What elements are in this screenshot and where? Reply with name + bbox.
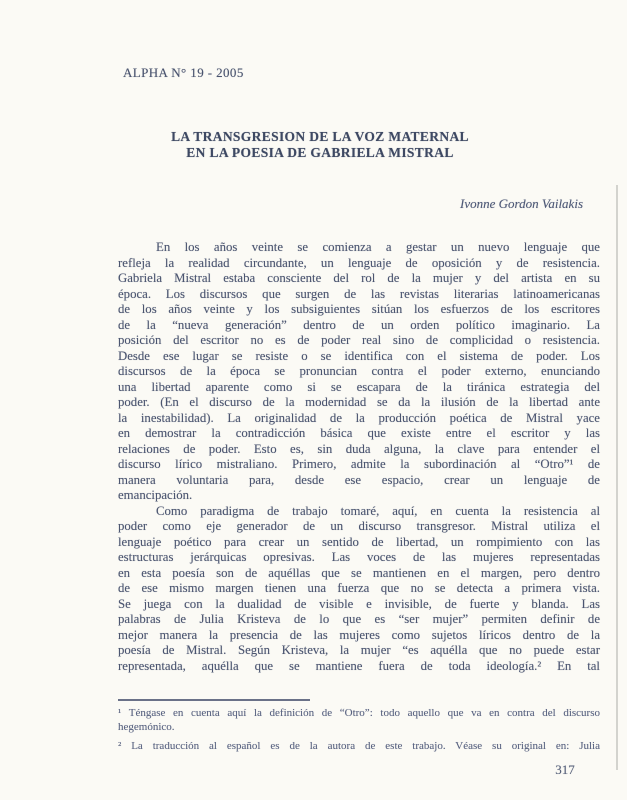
body-line: poder. (En el discurso de la modernidad se da la ilusión de la libertad ante <box>118 395 600 409</box>
body-line: representada, aquélla que se mantiene fuera de toda ideología.² En tal <box>118 658 600 673</box>
article-title-line2: EN LA POESIA DE GABRIELA MISTRAL <box>186 144 454 160</box>
footnote-separator-rule <box>118 699 310 701</box>
article-body <box>118 240 600 674</box>
body-line: Desde ese lugar se resiste o se identifica con el sistema de poder. Los <box>118 348 600 363</box>
body-line: refleja la realidad circundante, un lenguaje de oposición y de resistencia. <box>118 255 600 270</box>
body-line: relaciones de poder. Esto es, sin duda alguna, la clave para entender el <box>118 441 600 456</box>
body-line: posición del escritor no es de poder real sino de complicidad o resistencia. <box>118 333 600 347</box>
body-line: discurso lírico mistraliano. Primero, admite la subordinación al “Otro”¹ de <box>118 457 600 471</box>
footnote-line: hegemónico. <box>118 720 175 733</box>
scan-edge-shadow <box>616 185 618 770</box>
author-name: Ivonne Gordon Vailakis <box>460 196 583 211</box>
body-line: En los años veinte se comienza a gestar un nuevo lenguaje que <box>156 240 600 254</box>
body-line: de la “nueva generación” dentro de un orden político imaginario. La <box>118 317 600 332</box>
body-line: poesía de Mistral. Según Kristeva, la mujer “es aquélla que no puede estar <box>118 643 600 657</box>
journal-header: ALPHA N° 19 - 2005 <box>123 65 244 80</box>
body-line: Gabriela Mistral estaba consciente del rol de la mujer y del artista en su <box>118 271 600 285</box>
body-line: emancipación. <box>118 488 193 502</box>
page-number: 317 <box>555 762 575 777</box>
body-line: en esta poesía son de aquéllas que se mantienen en el margen, pero dentro <box>118 565 600 580</box>
body-line: mejor manera la presencia de las mujeres como sujetos líricos dentro de la <box>118 627 600 642</box>
body-line: lenguaje poético para crear un sentido de libertad, un rompimiento con las <box>118 534 600 549</box>
footnotes-section <box>118 707 600 754</box>
body-line: poder como eje generador de un discurso transgresor. Mistral utiliza el <box>118 519 600 533</box>
body-line: la inestabilidad). La originalidad de la producción poética de Mistral yace <box>118 410 600 425</box>
body-line: palabras de Julia Kristeva de lo que es “ser mujer” permiten definir de <box>118 612 600 626</box>
article-title-line1: LA TRANSGRESION DE LA VOZ MATERNAL <box>171 129 469 144</box>
body-line: época. Los discursos que surgen de las revistas literarias latinoamericanas <box>118 286 600 301</box>
article-title <box>20 129 620 160</box>
body-line: en demostrar la contradicción básica que existe entre el escritor y las <box>118 426 600 440</box>
body-line: estructuras jerárquicas opresivas. Las voces de las mujeres representadas <box>118 550 600 564</box>
footnote-line: ² La traducción al español es de la autora de este trabajo. Véase su original en: Julia <box>118 740 600 752</box>
body-line: de ese mismo margen tienen una fuerza que no se detecta a primera vista. <box>118 581 600 595</box>
body-line: discursos de la época se pronuncian contra el poder externo, enunciando <box>118 364 600 378</box>
footnote-line: ¹ Téngase en cuenta aquí la definición de “Otro”: todo aquello que va en contra del discurso <box>118 707 600 719</box>
body-line: Como paradigma de trabajo tomaré, aquí, en cuenta la resistencia al <box>156 503 600 518</box>
body-line: Se juega con la dualidad de visible e invisible, de fuerte y blanda. Las <box>118 596 600 611</box>
body-line: una libertad aparente como si se escapara de la tiránica estrategia del <box>118 379 600 394</box>
body-line: manera voluntaria para, desde ese espacio, crear un lenguaje de <box>118 472 600 487</box>
body-line: de los años veinte y los subsiguientes sitúan los esfuerzos de los escritores <box>118 302 600 316</box>
